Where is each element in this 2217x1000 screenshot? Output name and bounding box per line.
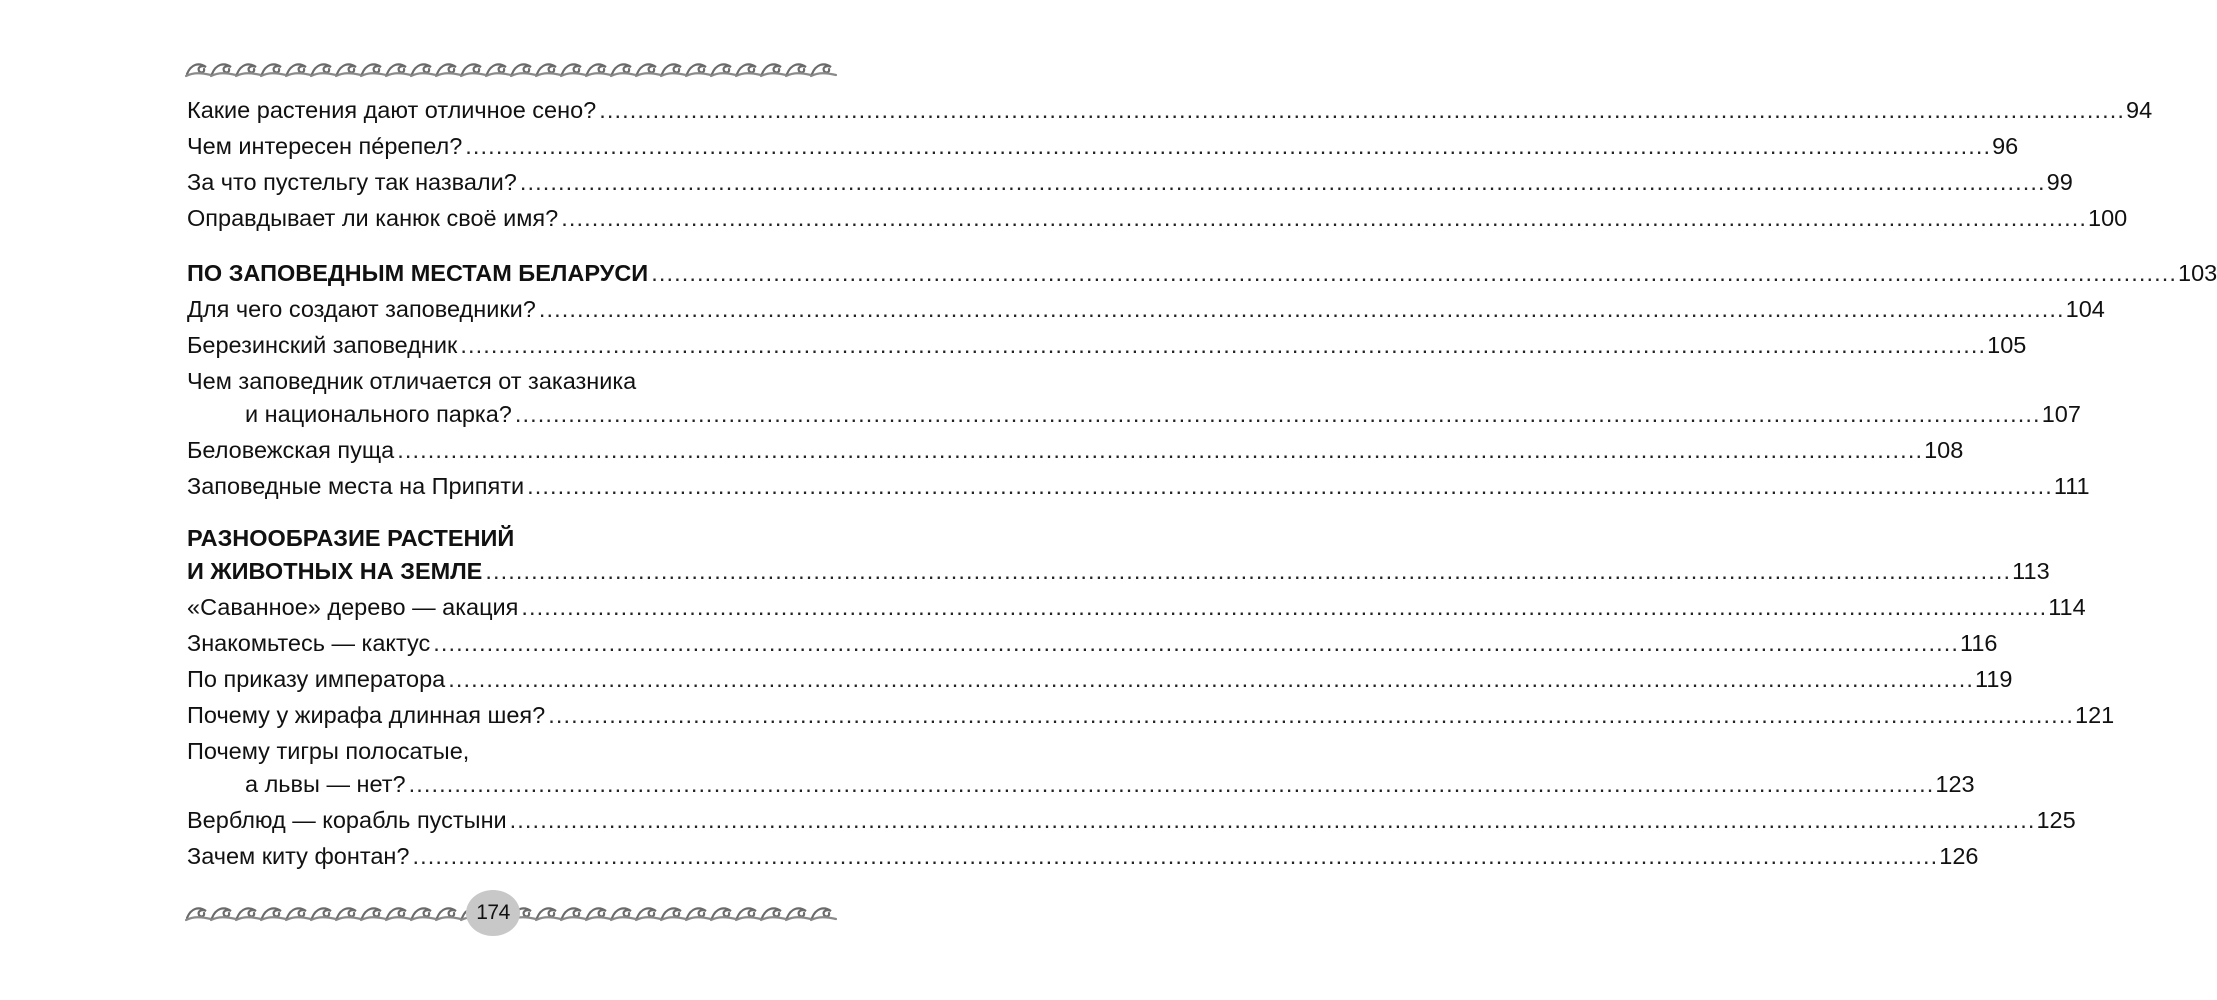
toc-section-heading[interactable] bbox=[187, 257, 2217, 290]
top-ornament-border bbox=[186, 59, 814, 81]
toc-entry-page: 99 bbox=[2046, 169, 2073, 195]
toc-entry-title-line1: Почему тигры полосатые, bbox=[187, 738, 470, 764]
toc-entry-title: Оправдывает ли канюк своё имя? bbox=[187, 205, 559, 231]
leader-dots: ........................................................................................................................................................................................................ bbox=[408, 771, 1935, 797]
wave-ornament-icon bbox=[186, 59, 814, 81]
toc-entry-title: и национального парка? bbox=[245, 401, 512, 427]
leader-dots: ........................................................................................................................................................................................................ bbox=[485, 558, 2012, 584]
section-title: ПО ЗАПОВЕДНЫМ МЕСТАМ БЕЛАРУСИ bbox=[187, 260, 649, 286]
leader-dots: ........................................................................................................................................................................................................ bbox=[519, 169, 2046, 195]
toc-entry[interactable] bbox=[187, 293, 2105, 326]
toc-entry-title: а львы — нет? bbox=[245, 771, 406, 797]
leader-dots: ........................................................................................................................................................................................................ bbox=[412, 843, 1939, 869]
toc-entry[interactable] bbox=[187, 591, 2086, 624]
page-number-badge bbox=[466, 890, 520, 936]
leader-dots: ........................................................................................................................................................................................................ bbox=[509, 807, 2036, 833]
toc-entry[interactable] bbox=[187, 840, 1979, 873]
toc-entry[interactable] bbox=[187, 804, 2076, 837]
toc-entry-page: 107 bbox=[2041, 401, 2081, 427]
toc-entry-title: За что пустельгу так назвали? bbox=[187, 169, 517, 195]
section-spacer bbox=[187, 238, 815, 257]
toc-section-heading[interactable] bbox=[187, 522, 2050, 588]
toc-entry-title: По приказу императора bbox=[187, 666, 446, 692]
toc-entry[interactable] bbox=[187, 166, 2073, 199]
toc-entry-title: Березинский заповедник bbox=[187, 332, 458, 358]
toc-entry-page: 114 bbox=[2048, 594, 2086, 620]
toc-entry[interactable] bbox=[187, 365, 2081, 431]
leader-dots: ........................................................................................................................................................................................................ bbox=[548, 702, 2075, 728]
toc-entry-title: Какие растения дают отличное сено? bbox=[187, 97, 597, 123]
leader-dots: ........................................................................................................................................................................................................ bbox=[460, 332, 1987, 358]
toc-entry-title: Почему у жирафа длинная шея? bbox=[187, 702, 546, 728]
toc-entry[interactable] bbox=[187, 202, 2128, 235]
leader-dots: ........................................................................................................................................................................................................ bbox=[433, 630, 1960, 656]
toc-entry[interactable] bbox=[187, 130, 2019, 163]
section-title-line1: РАЗНООБРАЗИЕ РАСТЕНИЙ bbox=[187, 525, 515, 551]
toc-entry[interactable] bbox=[187, 663, 2013, 696]
toc-entry[interactable] bbox=[187, 627, 1998, 660]
toc-entry-page: 116 bbox=[1960, 630, 1998, 656]
toc-entry[interactable] bbox=[187, 434, 1964, 467]
toc-entry-page: 121 bbox=[2075, 702, 2115, 728]
leader-dots: ........................................................................................................................................................................................................ bbox=[448, 666, 1975, 692]
leader-dots: ........................................................................................................................................................................................................ bbox=[521, 594, 2048, 620]
leader-dots: ........................................................................................................................................................................................................ bbox=[561, 205, 2088, 231]
toc-entry-title: «Саванное» дерево — акация bbox=[187, 594, 519, 620]
toc-entry-page: 104 bbox=[2065, 296, 2105, 322]
page-number: 174 bbox=[476, 901, 510, 924]
toc-entry-title: Знакомьтесь — кактус bbox=[187, 630, 431, 656]
toc-entry-page: 100 bbox=[2088, 205, 2128, 231]
toc-entry[interactable] bbox=[187, 470, 2090, 503]
section-spacer bbox=[187, 506, 815, 522]
leader-dots: ........................................................................................................................................................................................................ bbox=[538, 296, 2065, 322]
toc-entry-page: 123 bbox=[1935, 771, 1975, 797]
toc-entry-page: 126 bbox=[1939, 843, 1979, 869]
leader-dots: ........................................................................................................................................................................................................ bbox=[651, 260, 2177, 286]
toc-entry-page: 108 bbox=[1924, 437, 1964, 463]
section-page: 113 bbox=[2012, 558, 2050, 584]
toc-entry-title: Верблюд — корабль пустыни bbox=[187, 807, 507, 833]
toc-entry-page: 96 bbox=[1992, 133, 2019, 159]
toc-entry[interactable] bbox=[187, 94, 2153, 127]
toc-entry-page: 111 bbox=[2053, 473, 2090, 499]
toc-entry-page: 94 bbox=[2126, 97, 2153, 123]
toc-entry[interactable] bbox=[187, 699, 2115, 732]
toc-entry-page: 125 bbox=[2036, 807, 2076, 833]
toc-entry-page: 105 bbox=[1987, 332, 2027, 358]
toc-entry-title: Чем интересен пе́репел? bbox=[187, 133, 463, 159]
toc-entry-title: Для чего создают заповедники? bbox=[187, 296, 536, 322]
toc-entry-title: Зачем киту фонтан? bbox=[187, 843, 410, 869]
table-of-contents bbox=[187, 94, 2217, 876]
toc-entry-title: Заповедные места на Припяти bbox=[187, 473, 525, 499]
section-title: И ЖИВОТНЫХ НА ЗЕМЛЕ bbox=[187, 558, 483, 584]
leader-dots: ........................................................................................................................................................................................................ bbox=[527, 473, 2053, 499]
toc-entry[interactable] bbox=[187, 735, 1975, 801]
toc-entry-title: Беловежская пуща bbox=[187, 437, 395, 463]
toc-entry-page: 119 bbox=[1975, 666, 2013, 692]
leader-dots: ........................................................................................................................................................................................................ bbox=[599, 97, 2126, 123]
toc-entry[interactable] bbox=[187, 329, 2027, 362]
leader-dots: ........................................................................................................................................................................................................ bbox=[465, 133, 1992, 159]
toc-entry-title-line1: Чем заповедник отличается от заказника bbox=[187, 368, 637, 394]
leader-dots: ........................................................................................................................................................................................................ bbox=[397, 437, 1924, 463]
leader-dots: ........................................................................................................................................................................................................ bbox=[514, 401, 2041, 427]
section-page: 103 bbox=[2178, 260, 2217, 286]
